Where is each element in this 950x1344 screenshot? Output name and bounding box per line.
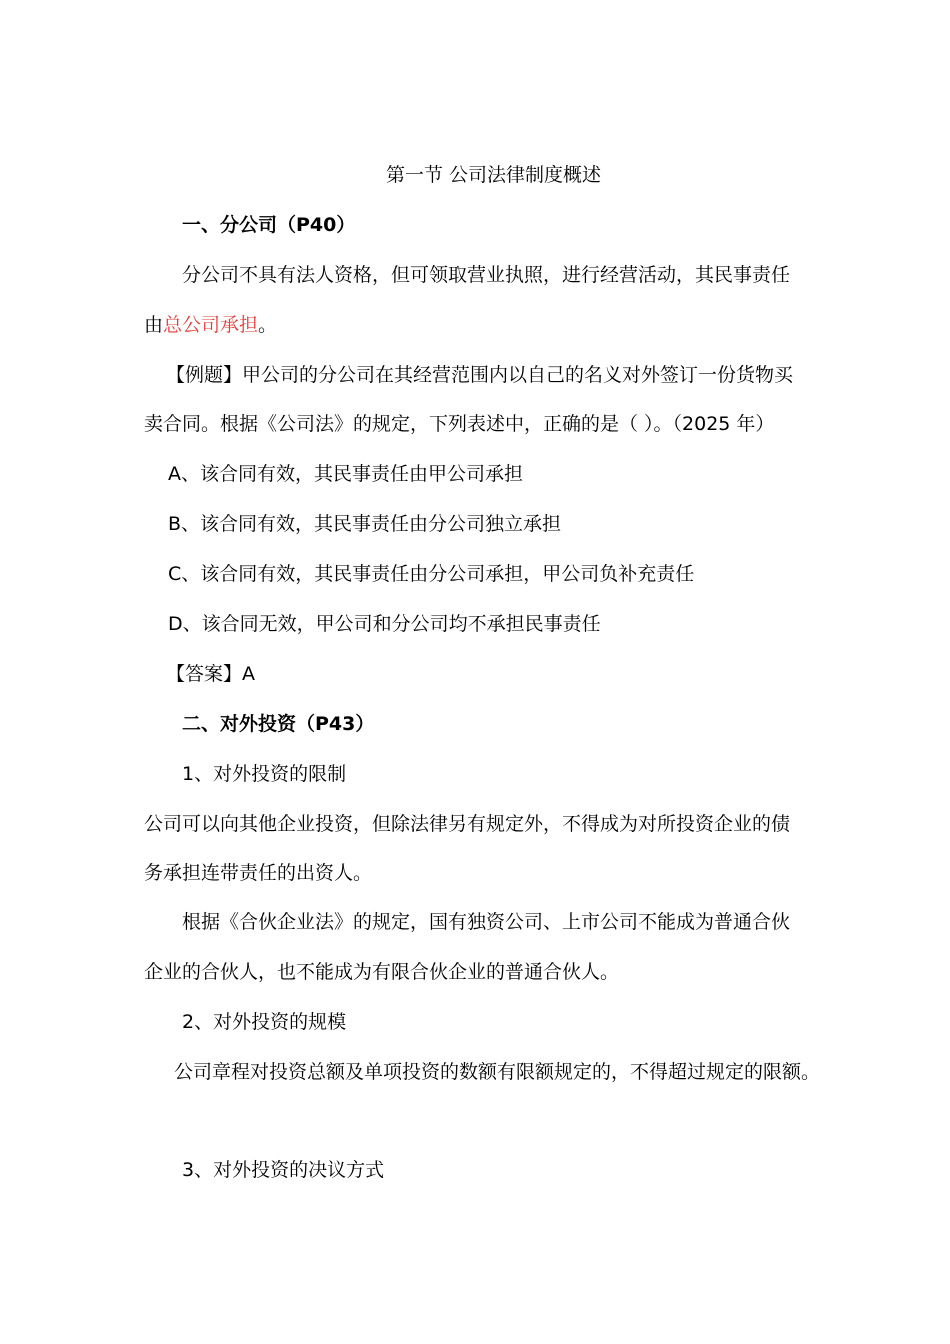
paragraph-line: 根据《合伙企业法》的规定，国有独资公司、上市公司不能成为普通合伙	[182, 911, 791, 933]
paragraph-text: 。	[258, 314, 278, 336]
option-c: C、该合同有效，其民事责任由分公司承担，甲公司负补充责任	[168, 563, 695, 585]
paragraph-line: 企业的合伙人，也不能成为有限合伙企业的普通合伙人。	[144, 961, 620, 983]
option-b: B、该合同有效，其民事责任由分公司独立承担	[168, 513, 562, 535]
paragraph-line: 分公司不具有法人资格，但可领取营业执照，进行经营活动，其民事责任	[182, 264, 791, 286]
paragraph-line: 公司章程对投资总额及单项投资的数额有限额规定的，不得超过规定的限额。	[174, 1061, 821, 1083]
highlighted-text: 总公司承担	[163, 314, 259, 336]
paragraph-line: 务承担连带责任的出资人。	[144, 862, 373, 884]
paragraph-text: 由	[144, 314, 164, 336]
heading-branch-company: 一、分公司（P40）	[182, 214, 356, 236]
subheading: 1、对外投资的限制	[182, 763, 347, 785]
option-d: D、该合同无效，甲公司和分公司均不承担民事责任	[168, 613, 601, 635]
heading-external-investment: 二、对外投资（P43）	[182, 713, 375, 735]
paragraph-line: 公司可以向其他企业投资，但除法律另有规定外，不得成为对所投资企业的债	[144, 813, 791, 835]
subheading: 3、对外投资的决议方式	[182, 1159, 385, 1181]
paragraph-line	[144, 313, 277, 337]
example-question-line: 卖合同。根据《公司法》的规定，下列表述中，正确的是（ ）。（2025 年）	[144, 413, 775, 435]
section-title: 第一节 公司法律制度概述	[386, 164, 602, 186]
example-question-line: 【例题】甲公司的分公司在其经营范围内以自己的名义对外签订一份货物买	[166, 364, 794, 386]
answer-line: 【答案】A	[166, 663, 255, 685]
subheading: 2、对外投资的规模	[182, 1011, 347, 1033]
option-a: A、该合同有效，其民事责任由甲公司承担	[168, 463, 523, 485]
